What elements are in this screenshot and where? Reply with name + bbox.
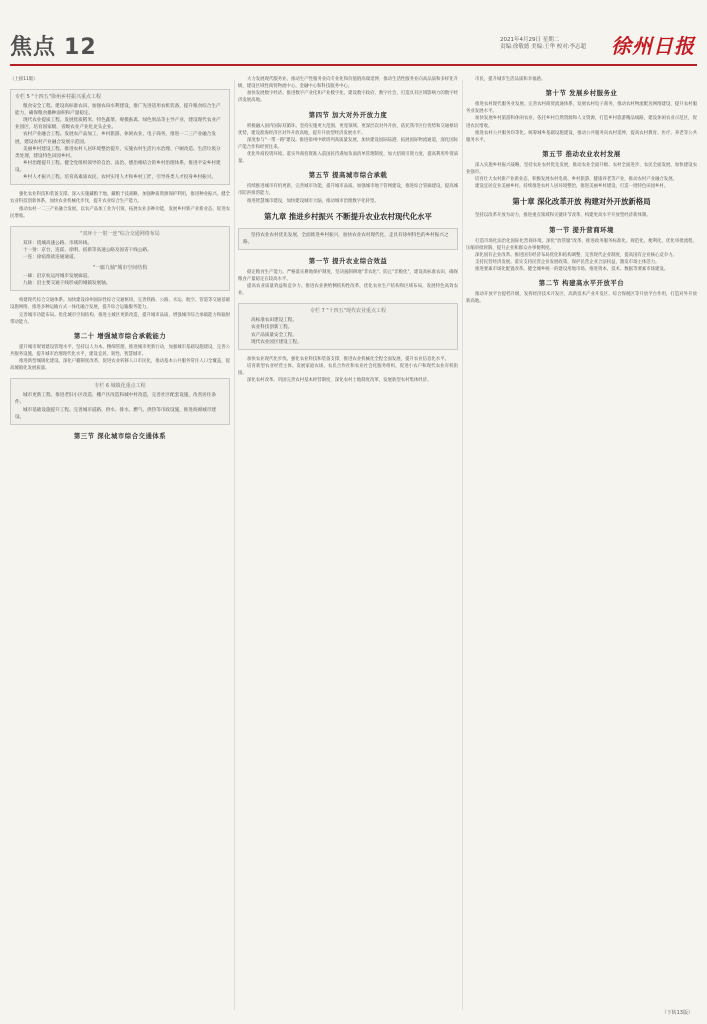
box-line: 高标准农田建设工程。 <box>251 318 297 324</box>
body-paragraph: 构建现代综合交通体系。加快建设徐州国际性综合交通枢纽，完善铁路、公路、水运、航空、管道等交通基础设施网络，推进多种运输方式一体化融合发展，提升综合运输服务能力。 <box>10 298 230 311</box>
body-paragraph: 完善城市功能布局。优化城市空间结构，推进主城区更新改造，提升城市品质，增强城市综合承载能力和辐射带动能力。 <box>10 312 230 325</box>
body-paragraph: 强化农业科技和装备支撑。深入实施藏粮于地、藏粮于技战略，加强种质资源保护利用，推进种业振兴。健全农业科技创新体系，加快农业机械化步伐，提升农业综合生产能力。 <box>10 192 230 205</box>
body-paragraph: 加快发展乡村旅游和休闲农业。依托乡村自然资源和人文资源，打造乡村旅游精品线路，建设休闲农业示范区，促进农民增收。 <box>466 116 697 129</box>
chapter-summary-box <box>238 228 458 250</box>
box-paragraph: 现代农业提质工程。发展优质稻米、特色蔬菜、规模畜禽、绿色果品等主导产业，建设现代农业产业园区，培育国家级、省级农业产业化龙头企业。 <box>15 118 221 131</box>
box-paragraph: 乡村治理提升工程。健全党组织领导的自治、法治、德治相结合的乡村治理体系，推进平安乡村建设。 <box>15 160 221 174</box>
box-paragraph: 美丽乡村建设工程。推进农村人居环境整治提升，实施农村生活污水治理、户厕改造、生活垃圾分类处理，建设特色田园乡村。 <box>15 146 221 159</box>
sidebar-box <box>10 89 230 185</box>
continued-note: （上接11版） <box>10 77 38 82</box>
box-paragraph: 农村产业融合工程。发展农产品加工、乡村旅游、休闲农业、电子商务，推进一二三产业融合发展，建设农村产业融合发展示范园。 <box>15 132 216 145</box>
column-1 <box>10 76 230 1010</box>
continued-on-note: （下转13版） <box>661 1010 693 1016</box>
box-line: 农业科技创新工程。 <box>251 325 293 331</box>
box-paragraph: 城市更新工程。推进老旧小区改造、棚户区改造和城中村改造，完善社区配套设施，改善居住条件。 <box>15 393 216 406</box>
issue-date: 2021年4月29日 星期二 <box>500 37 560 43</box>
box-title: 专栏 5 "十四五"徐州乡村振兴重点工程 <box>15 94 101 101</box>
box-title: 专栏 6 城镇化重点工程 <box>94 383 146 390</box>
section-heading: 第五节 提高城市综合承载 <box>308 171 388 180</box>
section-heading: 第五节 推动农业农村发展 <box>542 149 621 158</box>
body-paragraph: 推进要素市场化配置改革。健全城乡统一的建设用地市场，推进资本、技术、数据等要素市场建设。 <box>475 267 669 272</box>
column-divider <box>234 80 235 1010</box>
body-paragraph: 积极融入国内国际双循环。坚持实施更大范围、更宽领域、更深层次对外开放，依托我市区位优势和交通枢纽优势，建设淮海经济区对外开放高地，提升开放型经济发展水平。 <box>238 123 458 136</box>
body-paragraph: 持续推进城市有机更新，完善城市功能，提升城市品质。加强城市地下管网建设，推进综合管廊建设，提高城市防洪排涝能力。 <box>238 184 458 197</box>
body-paragraph: 提升城市规划建设管理水平，坚持以人为本、精细管理，推进城市更新行动，加强城市基础设施建设，完善公共服务设施，提升城市治理现代化水平，建设宜居、韧性、智慧城市。 <box>10 344 230 357</box>
body-paragraph: 打造市场化法治化国际化营商环境。深化"放管服"改革，推进政务服务标准化、规范化、便利化，优化审批流程，压缩审批时限，提升企业和群众办事便利度。 <box>466 238 697 251</box>
body-paragraph: 推进农村公共服务均等化。统筹城乡基础设施建设，推动公共服务向农村延伸，提高农村教育、医疗、养老等公共服务水平。 <box>466 130 697 143</box>
body-paragraph: 大力发展现代服务业。推动生产性服务业向专业化和价值链高端延伸，推动生活性服务业向高品质和多样化升级，建设区域性商贸物流中心、金融中心和科技服务中心。 <box>238 77 458 90</box>
body-paragraph: 市民，提升城市生活品质和幸福感。 <box>475 77 546 82</box>
newspaper-logo: 徐州日报 <box>611 34 695 58</box>
section-name: 焦点 <box>10 35 57 60</box>
body-paragraph: 加快农业现代化步伐。强化农业科技和装备支撑，推进农业机械化全程全面发展，提升农业信息化水平。 <box>247 356 449 362</box>
box-title: "双环十一射一连"综合交通网络布局 <box>80 230 160 237</box>
column-3 <box>466 76 697 1010</box>
box-line: 十一射：京台、连霍、徐明、宿新等高速公路及国省干线公路。 <box>23 247 152 253</box>
box-line: 现代农业园区建设工程。 <box>251 339 302 345</box>
section-heading: 第二节 构建高水平开放平台 <box>538 279 625 288</box>
box-line: 九轴：沿主要交通干线形成的城镇发展轴。 <box>23 281 111 287</box>
box-line: 农产品质量安全工程。 <box>251 332 297 338</box>
body-paragraph: 深化农村改革。巩固完善农村基本经营制度，深化农村土地制度改革，发展新型农村集体经济。 <box>247 378 432 384</box>
body-paragraph: 深化国有企业改革。推进国有经济布局优化和结构调整，完善现代企业制度，提高国有企业核心竞争力。 <box>475 252 677 258</box>
body-paragraph: 推进新型城镇化建设。深化户籍制度改革，促进农业转移人口市民化，推动基本公共服务常住人口全覆盖，提高城镇化发展质量。 <box>10 359 230 372</box>
editor-credits: 责编:徐敬德 美编:王华 校对:李志超 <box>500 44 587 51</box>
column-divider <box>462 80 463 1010</box>
box-paragraph: 乡村人才振兴工程。培育高素质农民、农村实用人才和乡村工匠，引导各类人才投身乡村振兴。 <box>23 175 216 181</box>
header-divider <box>10 64 697 66</box>
box-line: 一连：徐宿淮盐连通通道。 <box>23 254 79 260</box>
section-heading: 第一节 提升营商环境 <box>549 225 614 234</box>
issue-info <box>500 37 610 52</box>
box-line: 一廊：沿京杭运河城市发展廊道。 <box>23 274 92 280</box>
page-header <box>0 0 707 78</box>
chapter-heading: 第十章 深化改革开放 构建对外开放新格局 <box>512 197 651 207</box>
page-number: 12 <box>64 35 97 60</box>
sidebar-box <box>10 226 230 292</box>
chapter-heading: 第九章 推进乡村振兴 不断提升农业农村现代化水平 <box>264 211 432 221</box>
body-paragraph: 推动农村一二三产业融合发展。以农产品加工业为引领，拓展农业多种功能，发展乡村新产业新业态，促进农民增收。 <box>10 206 230 219</box>
box-title: 专栏 7 "十四五"现代农业重点工程 <box>310 308 386 315</box>
section-heading: 第二十 增强城市综合承载能力 <box>73 331 167 340</box>
body-paragraph: 深度参与"一带一路"建设。推进徐州中欧班列高质量发展，加快建设国际陆港，拓展国际物流通道，深化国际产能合作和经贸往来。 <box>238 137 458 150</box>
box-line: 双环：绕城高速公路、市域环线。 <box>23 240 92 246</box>
body-paragraph: 优化外商投资环境。落实外商投资准入前国民待遇加负面清单管理制度，加大招商引资力度，提高利用外资质量。 <box>238 152 458 165</box>
body-paragraph: 深入实施乡村振兴战略，坚持农业农村优先发展，推动农业全面升级、农村全面进步、农民全面发展，加快建设农业强市。 <box>466 162 697 175</box>
sidebar-box <box>10 378 230 424</box>
body-paragraph: 提高农业质量效益和竞争力。推进农业供给侧结构性改革，优化农业生产结构和区域布局，发展特色高效农业。 <box>238 284 458 297</box>
body-paragraph: 支持民营经济发展。落实支持民营企业发展政策，保护民营企业合法权益，激发市场主体活力。 <box>475 259 660 265</box>
box-paragraph: 城市基础设施提升工程。完善城市道路、供水、排水、燃气、供热等市政设施，推进海绵城市建设。 <box>15 407 216 420</box>
box-paragraph: 粮食安全工程。建设高标准农田，加强农田水利建设，推广先进适用农机装备，提升粮食综合生产能力，确保粮食播种面积和产量稳定。 <box>15 104 221 117</box>
section-title <box>10 30 97 61</box>
body-paragraph: 推动开放平台提档升级，发挥经济技术开发区、高新技术产业开发区、综合保税区等开放平台作用，打造对外开放新高地。 <box>466 292 697 305</box>
box-subtitle: "一廊九轴"城市空间结构 <box>92 265 148 272</box>
chapter-lead: 坚持以改革开放为动力，推进重点领域和关键环节改革，构建更高水平开放型经济新体制。 <box>475 213 651 219</box>
body-paragraph: 推进智慧城市建设，加快建设城市大脑，推动城市治理数字化转型。 <box>247 198 379 204</box>
body-paragraph: 推进农村现代服务业发展。完善农村商贸流通体系，发展农村电子商务，推动农村物流配送网络建设，提升农村服务业发展水平。 <box>466 102 697 115</box>
section-heading: 第四节 加大对外开放力度 <box>308 110 388 119</box>
sidebar-box <box>238 303 458 349</box>
body-paragraph: 稳定粮食生产能力。严格落实耕地保护制度，坚决遏制耕地"非农化"、防止"非粮化"，建设高标准农田，确保粮食产量稳定在较高水平。 <box>238 269 458 282</box>
body-paragraph: 培育新型农业经营主体。发展家庭农场、农民合作社和农业社会化服务组织，促进小农户和现代农业有机衔接。 <box>238 363 458 377</box>
body-paragraph: 培育壮大农村新产业新业态，积极发展农村电商、乡村旅游、健康养老等产业，推动农村产业融合发展。 <box>475 177 677 183</box>
column-2 <box>238 76 458 1010</box>
body-paragraph: 建设宜居宜业美丽乡村。持续推进农村人居环境整治，推进美丽乡村建设，打造一批特色田园乡村。 <box>475 184 669 190</box>
section-heading: 第十节 发展乡村服务业 <box>545 89 618 98</box>
box-paragraph: 坚持农业农村优先发展，全面推进乡村振兴，加快农业农村现代化，走具有徐州特色的乡村振兴之路。 <box>243 232 449 245</box>
section-heading: 第一节 提升农业综合效益 <box>308 256 388 265</box>
section-heading: 第三节 深化城市综合交通体系 <box>73 431 167 440</box>
body-paragraph: 加快发展数字经济。推进数字产业化和产业数字化，建设数字政府、数字社会，打造具有区域影响力的数字经济发展高地。 <box>238 91 458 104</box>
